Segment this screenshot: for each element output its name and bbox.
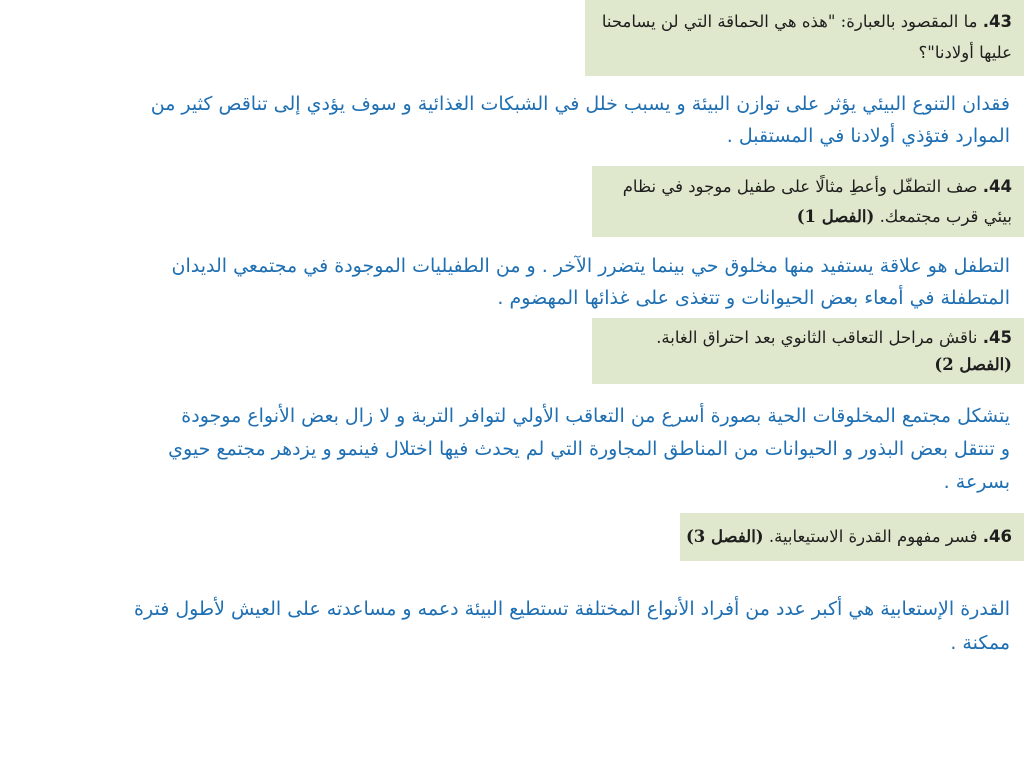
question-number: 46.	[982, 527, 1012, 546]
question-44-line-1	[600, 172, 1012, 202]
answer-line: ممكنة .	[950, 632, 1010, 654]
question-number: 45.	[982, 328, 1012, 347]
question-text: فسر مفهوم القدرة الاستيعابية.	[768, 527, 978, 546]
question-46-line-1	[685, 523, 1012, 551]
question-43-line-1	[593, 6, 1012, 37]
question-box-45	[592, 318, 1024, 384]
chapter-reference: (الفصل 1)	[796, 207, 875, 226]
answer-line: فقدان التنوع البيئي يؤثر على توازن البيئة و يسبب خلل في الشبكات الغذائية و سوف يؤدي إلى تناقص كثير من	[150, 93, 1010, 115]
question-number: 43.	[982, 12, 1012, 31]
answer-43	[10, 88, 1010, 152]
answer-44	[10, 250, 1010, 314]
question-number: 44.	[982, 177, 1012, 196]
chapter-reference: (الفصل 2)	[934, 355, 1012, 374]
chapter-reference: (الفصل 3)	[685, 527, 764, 546]
answer-45	[10, 400, 1010, 499]
question-text: ما المقصود بالعبارة: "هذه هي الحماقة التي لن يسامحنا	[601, 12, 978, 31]
question-text-continued: عليها أولادنا"؟	[918, 43, 1012, 62]
answer-line: يتشكل مجتمع المخلوقات الحية بصورة أسرع من التعاقب الأولي لتوافر التربة و لا زال بعض الأنواع موجودة	[181, 405, 1010, 427]
question-43-line-2	[593, 37, 1012, 68]
answer-46	[10, 592, 1010, 660]
answer-line: و تنتقل بعض البذور و الحيوانات من المناطق المجاورة التي لم يحدث فيها اختلال فينمو و يزدهر مجتمع حيوي	[168, 438, 1010, 460]
question-45-line-2	[600, 351, 1012, 378]
answer-line: الموارد فتؤذي أولادنا في المستقبل .	[726, 125, 1010, 147]
question-text: صف التطفّل وأعطِ مثالًا على طفيل موجود في نظام	[622, 177, 978, 196]
question-44-line-2	[600, 202, 1012, 232]
question-text: ناقش مراحل التعاقب الثانوي بعد احتراق الغابة.	[656, 328, 978, 347]
question-box-44	[592, 166, 1024, 237]
answer-line: المتطفلة في أمعاء بعض الحيوانات و تتغذى على غذائها المهضوم .	[497, 287, 1010, 309]
question-box-46	[680, 513, 1024, 561]
question-box-43	[585, 0, 1024, 76]
answer-line: التطفل هو علاقة يستفيد منها مخلوق حي بينما يتضرر الآخر . و من الطفيليات الموجودة في مجتمعي الديدان	[171, 255, 1010, 277]
question-text-continued: بيئي قرب مجتمعك.	[879, 207, 1012, 226]
answer-line: بسرعة .	[943, 471, 1010, 493]
question-45-line-1	[600, 324, 1012, 351]
answer-line: القدرة الإستعابية هي أكبر عدد من أفراد الأنواع المختلفة تستطيع البيئة دعمه و مساعدته على العيش لأطول فترة	[134, 598, 1010, 620]
